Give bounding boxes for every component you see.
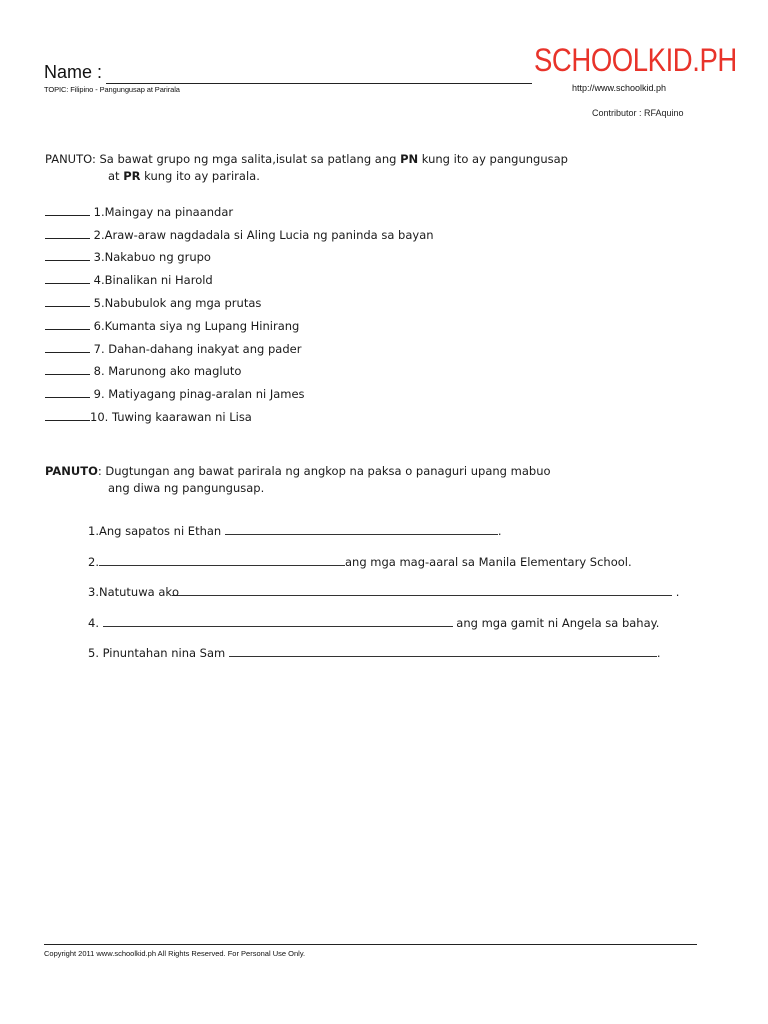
pn-label: PN — [400, 152, 419, 166]
item-text: 6.Kumanta siya ng Lupang Hinirang — [90, 319, 300, 333]
section1-instructions-line2 — [108, 168, 260, 185]
answer-blank[interactable] — [45, 342, 90, 353]
item-text: 8. Marunong ako magluto — [90, 364, 242, 378]
section2-line1-text: : Dugtungan ang bawat parirala ng angkop na paksa o panaguri upang mabuo — [97, 464, 551, 478]
answer-blank[interactable] — [45, 387, 90, 398]
fill-item — [88, 616, 659, 630]
item-text: 1.Maingay na pinaandar — [90, 205, 234, 219]
fill-item-text: 1.Ang sapatos ni Ethan — [88, 524, 225, 538]
section1-line2-text: at — [108, 169, 120, 183]
list-item — [45, 410, 252, 424]
schoolkid-logo: SCHOOLKID.PH — [534, 42, 737, 78]
answer-blank[interactable] — [45, 205, 90, 216]
list-item — [45, 387, 305, 401]
section1-line2-text-b: kung ito ay parirala. — [144, 169, 260, 183]
item-text: 7. Dahan-dahang inakyat ang pader — [90, 342, 302, 356]
answer-blank[interactable] — [45, 296, 90, 307]
topic-label: TOPIC: Filipino - Pangungusap at Parirala — [44, 85, 180, 94]
section1-prefix: PANUTO: — [45, 152, 96, 166]
list-item — [45, 342, 301, 356]
list-item — [45, 228, 434, 242]
fill-blank[interactable] — [172, 585, 672, 599]
section1-instructions — [45, 151, 568, 168]
fill-item — [88, 646, 661, 660]
answer-blank[interactable] — [45, 319, 90, 330]
section1-line1-text-b: kung ito ay pangungusap — [421, 152, 568, 166]
answer-blank[interactable] — [45, 273, 90, 284]
fill-item — [88, 585, 679, 599]
fill-item — [88, 524, 502, 538]
name-field-line[interactable] — [106, 83, 532, 84]
contributor-label: Contributor : RFAquino — [592, 108, 684, 118]
fill-item-text-end: . — [656, 646, 661, 660]
answer-blank[interactable] — [45, 410, 90, 421]
section2-instructions-line2: ang diwa ng pangungusap. — [108, 481, 265, 495]
list-item — [45, 205, 233, 219]
item-text: 3.Nakabuo ng grupo — [90, 250, 211, 264]
fill-blank[interactable] — [99, 555, 345, 566]
pr-label: PR — [123, 169, 141, 183]
list-item — [45, 319, 299, 333]
list-item — [45, 250, 211, 264]
item-text: 10. Tuwing kaarawan ni Lisa — [90, 410, 252, 424]
item-text: 5.Nabubulok ang mga prutas — [90, 296, 262, 310]
fill-item-text: 4. — [88, 616, 103, 630]
list-item — [45, 296, 261, 310]
item-text: 4.Binalikan ni Harold — [90, 273, 213, 287]
section1-line1-text: Sa bawat grupo ng mga salita,isulat sa patlang ang — [99, 152, 397, 166]
list-item — [45, 364, 241, 378]
fill-item-text-inline: o — [172, 585, 180, 599]
fill-item-text-end: . — [497, 524, 502, 538]
answer-blank[interactable] — [45, 250, 90, 261]
section2-instructions — [45, 463, 551, 480]
footer-divider — [44, 944, 697, 945]
item-text: 2.Araw-araw nagdadala si Aling Lucia ng paninda sa bayan — [90, 228, 434, 242]
name-label: Name : — [44, 62, 103, 82]
fill-item-text: 3.Natutuwa ak — [88, 585, 173, 599]
answer-blank[interactable] — [45, 228, 90, 239]
copyright-footer: Copyright 2011 www.schoolkid.ph All Rights Reserved. For Personal Use Only. — [44, 949, 306, 958]
fill-blank[interactable] — [103, 616, 453, 627]
site-url[interactable]: http://www.schoolkid.ph — [572, 83, 667, 93]
fill-item-text: 5. Pinuntahan nina Sam — [88, 646, 229, 660]
fill-blank[interactable] — [225, 524, 498, 535]
fill-item-text-end: ang mga mag-aaral sa Manila Elementary School. — [344, 555, 632, 569]
answer-blank[interactable] — [45, 364, 90, 375]
fill-item — [88, 555, 632, 569]
fill-blank[interactable] — [229, 646, 657, 657]
list-item — [45, 273, 213, 287]
fill-item-text-end: ang mga gamit ni Angela sa bahay. — [452, 616, 660, 630]
item-text: 9. Matiyagang pinag-aralan ni James — [90, 387, 305, 401]
fill-item-text: 2. — [88, 555, 99, 569]
section2-prefix: PANUTO — [45, 464, 98, 478]
fill-item-text-end: . — [672, 585, 680, 599]
